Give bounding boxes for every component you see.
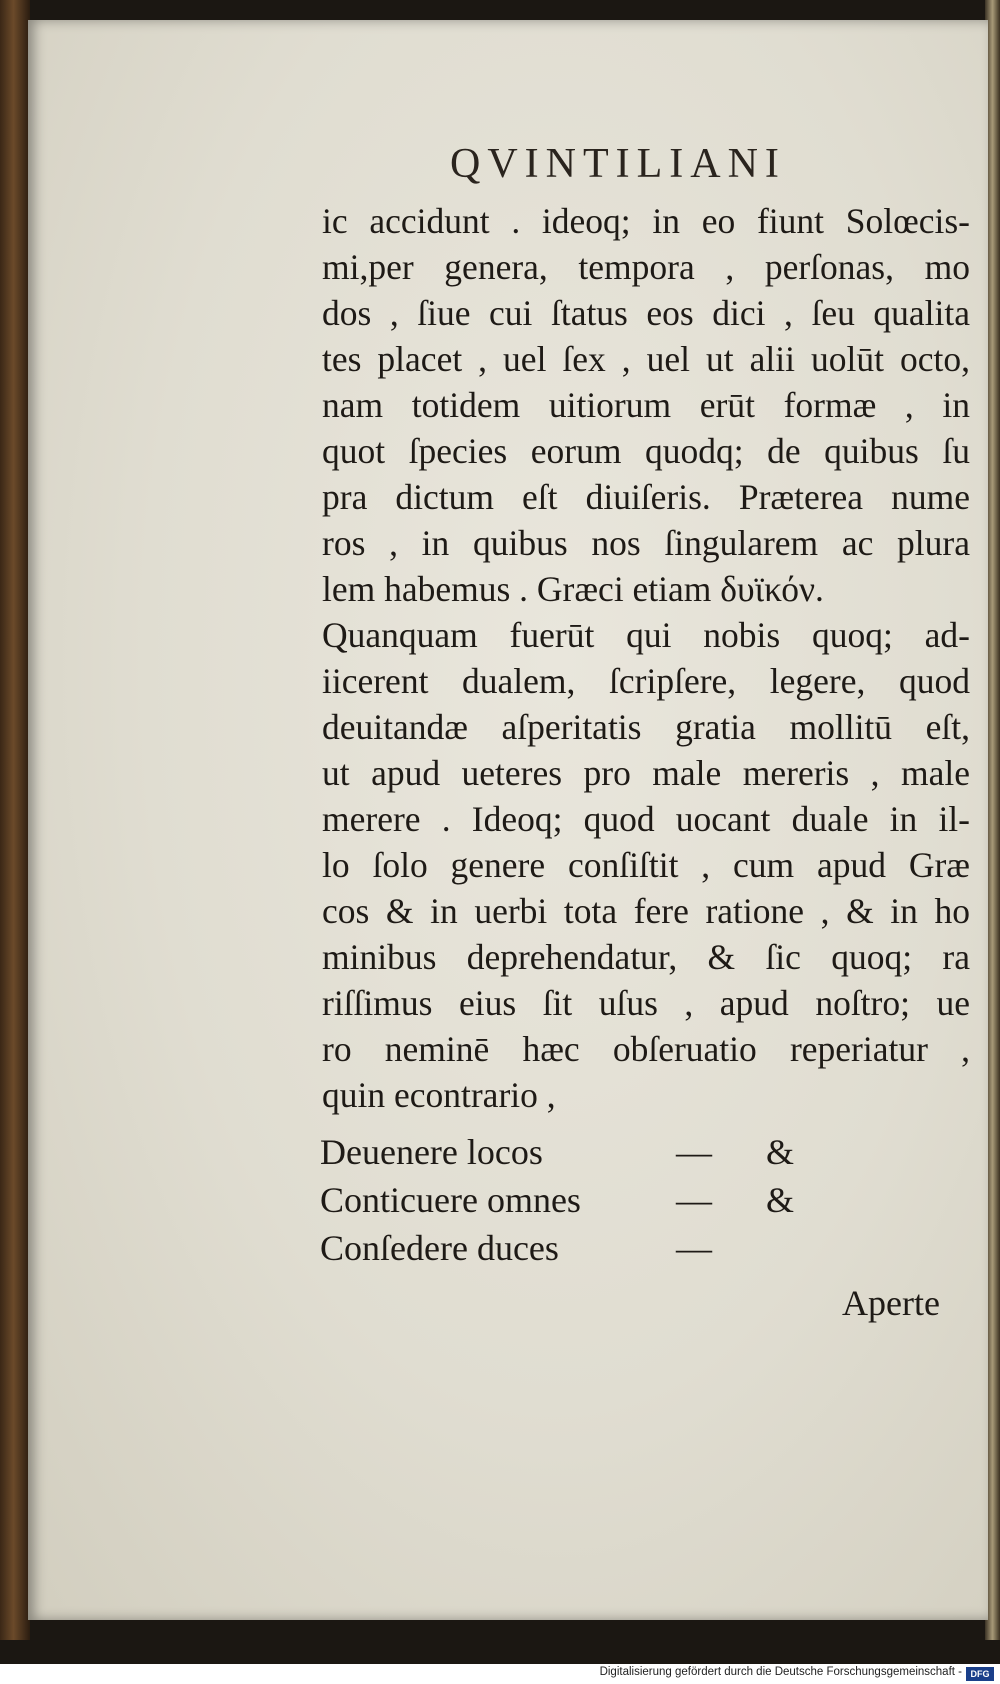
verse-text: Deuenere locos — [320, 1132, 543, 1172]
verse-quotation — [320, 1128, 820, 1272]
verse-line — [320, 1128, 820, 1176]
text-line: ic accidunt . ideoq; in eo fiunt Solœcis- — [322, 201, 970, 241]
text-line: deuitandæ aſperitatis gratia mollitū eſt, — [322, 707, 970, 747]
text-line: ro neminē hæc obſeruatio reperiatur , — [322, 1029, 970, 1069]
text-line: mi,per genera, tempora , perſonas, mo — [322, 247, 970, 287]
verse-dash: — — [676, 1180, 712, 1220]
text-line: quot ſpecies eorum quodq; de quibus ſu — [322, 431, 970, 471]
verse-text: Conticuere omnes — [320, 1180, 581, 1220]
verse-dash: — — [676, 1228, 712, 1268]
verse-ampersand: & — [766, 1180, 795, 1220]
text-line: lem habemus . Græci etiam δυϊκόν. — [322, 569, 824, 609]
running-head: QVINTILIANI — [450, 141, 786, 187]
digitization-footer — [0, 1664, 1000, 1684]
text-line: ros , in quibus nos ſingularem ac plura — [322, 523, 970, 563]
body-text — [322, 198, 970, 1118]
text-line: nam totidem uitiorum erūt formæ , in — [322, 385, 970, 425]
text-line: merere . Ideoq; quod uocant duale in il- — [322, 799, 970, 839]
text-line: iicerent dualem, ſcripſere, legere, quod — [322, 661, 970, 701]
footer-credit: Digitalisierung gefördert durch die Deutsche Forschungsgemeinschaft - — [599, 1666, 962, 1678]
text-line: cos & in uerbi tota fere ratione , & in ho — [322, 891, 970, 931]
verse-line — [320, 1224, 820, 1272]
dfg-logo: DFG — [966, 1667, 994, 1681]
text-line: lo ſolo genere conſiſtit , cum apud Græ — [322, 845, 970, 885]
text-line: Quanquam fuerūt qui nobis quoq; ad- — [322, 615, 970, 655]
text-line: tes placet , uel ſex , uel ut alii uolūt octo, — [322, 339, 970, 379]
verse-dash: — — [676, 1132, 712, 1172]
verse-ampersand: & — [766, 1132, 795, 1172]
text-line: dos , ſiue cui ſtatus eos dici , ſeu qualita — [322, 293, 970, 333]
verse-text: Conſedere duces — [320, 1228, 559, 1268]
catchword: Aperte — [842, 1283, 940, 1323]
text-line: quin econtrario , — [322, 1075, 556, 1115]
text-line: riſſimus eius ſit uſus , apud noſtro; ue — [322, 983, 970, 1023]
text-line: ut apud ueteres pro male mereris , male — [322, 753, 970, 793]
text-line: minibus deprehendatur, & ſic quoq; ra — [322, 937, 970, 977]
text-line: pra dictum eſt diuiſeris. Præterea nume — [322, 477, 970, 517]
book-spine — [0, 0, 30, 1640]
verse-line — [320, 1176, 820, 1224]
